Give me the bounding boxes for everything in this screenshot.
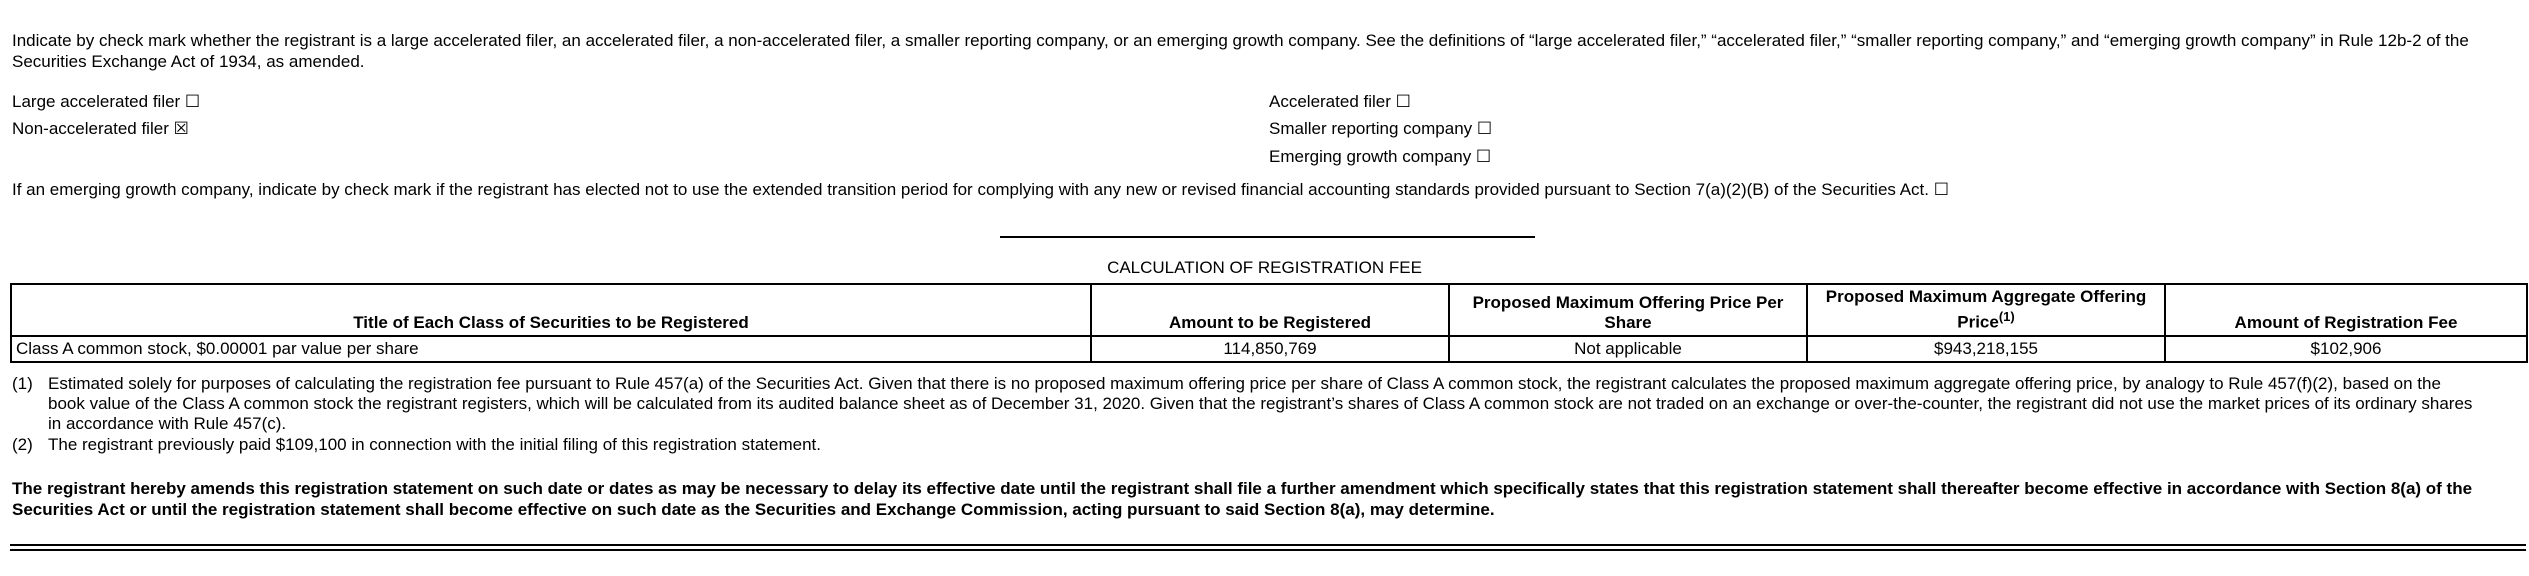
delaying-amendment-statement: The registrant hereby amends this registration statement on such date or dates as may be necessary to delay its effective date until the registrant shall file a further amendment which specifically states that this registration statement shall thereafter become effective in accordance with Section 8(a) of the Securities Act or until the registration statement shall become effective on such date as the Securities and Exchange Commission, acting pursuant to said Section 8(a), may determine. xyxy=(12,479,2473,519)
cell-price-per-share: Not applicable xyxy=(1449,336,1807,362)
section-divider xyxy=(1000,236,1535,238)
footnote-number: (1) xyxy=(12,374,33,393)
cell-aggregate-price: $943,218,155 xyxy=(1807,336,2165,362)
cell-registration-fee: $102,906 xyxy=(2165,336,2527,362)
aggregate-price-label: Proposed Maximum Aggregate Offering Price xyxy=(1825,287,2147,332)
footnote-reference: (1) xyxy=(1998,309,2015,324)
filer-status-instructions: Indicate by check mark whether the registrant is a large accelerated filer, an accelerated filer, a non-accelerated filer, a smaller reporting company, or an emerging growth company. See the definitions of “large accelerated filer,” “accelerated filer,” “smaller reporting company,” and “emerging growth company” in Rule 12b-2 of the Securities Exchange Act of 1934, as amended. xyxy=(12,31,2469,71)
smaller-reporting-company-checkbox[interactable]: Smaller reporting company ☐ xyxy=(1269,119,1493,138)
table-header-row xyxy=(11,284,2527,336)
column-header-aggregate-price xyxy=(1807,284,2165,336)
column-header-title: Title of Each Class of Securities to be Registered xyxy=(11,284,1091,336)
double-rule-bottom xyxy=(10,549,2526,551)
footnote-number: (2) xyxy=(12,435,33,454)
double-rule-top xyxy=(10,544,2526,546)
footnote-1 xyxy=(12,374,2482,434)
column-header-fee: Amount of Registration Fee xyxy=(2165,284,2527,336)
non-accelerated-filer-checkbox[interactable]: Non-accelerated filer ☒ xyxy=(12,119,189,138)
large-accelerated-filer-checkbox[interactable]: Large accelerated filer ☐ xyxy=(12,92,201,111)
accelerated-filer-checkbox[interactable]: Accelerated filer ☐ xyxy=(1269,92,1411,111)
cell-security-title: Class A common stock, $0.00001 par value per share xyxy=(11,336,1091,362)
column-header-price-per-share: Proposed Maximum Offering Price Per Share xyxy=(1449,284,1807,336)
transition-period-election[interactable]: If an emerging growth company, indicate by check mark if the registrant has elected not to use the extended transition period for complying with any new or revised financial accounting standards provided pursuant to Section 7(a)(2)(B) of the Securities Act. ☐ xyxy=(12,180,1949,199)
registration-fee-table xyxy=(10,283,2528,363)
footnote-text: The registrant previously paid $109,100 in connection with the initial filing of this registration statement. xyxy=(48,435,821,454)
footnote-text: Estimated solely for purposes of calculating the registration fee pursuant to Rule 457(a) of the Securities Act. Given that there is no proposed maximum offering price per share of Class A common stock, the registrant calculates the proposed maximum aggregate offering price, by analogy to Rule 457(f)(2), based on the book value of the Class A common stock the registrant registers, which will be calculated from its audited balance sheet as of December 31, 2020. Given that the registrant’s shares of Class A common stock are not traded on an exchange or over-the-counter, the registrant did not use the market prices of its ordinary shares in accordance with Rule 457(c). xyxy=(48,374,2473,433)
cell-amount-registered: 114,850,769 xyxy=(1091,336,1449,362)
column-header-amount: Amount to be Registered xyxy=(1091,284,1449,336)
table-row xyxy=(11,336,2527,362)
emerging-growth-company-checkbox[interactable]: Emerging growth company ☐ xyxy=(1269,147,1492,166)
footnote-2 xyxy=(12,435,2482,455)
fee-table-caption: CALCULATION OF REGISTRATION FEE xyxy=(1107,258,1422,277)
